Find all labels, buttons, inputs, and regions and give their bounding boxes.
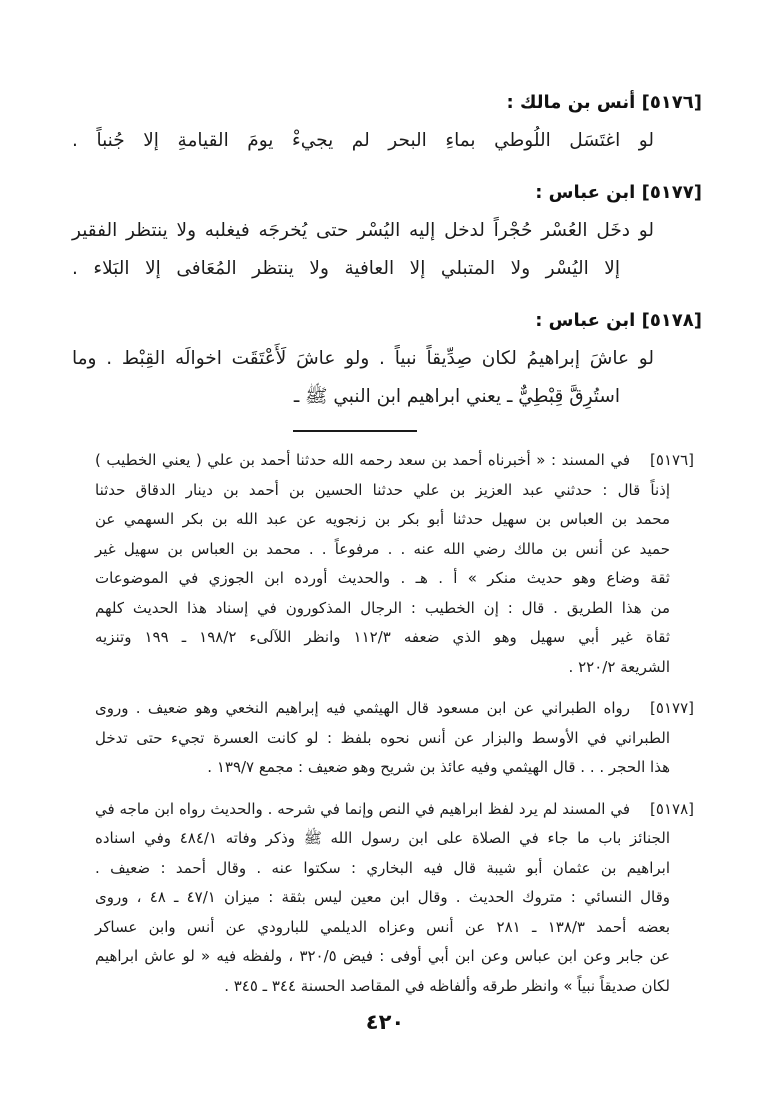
footnote-text-line: الجنائز باب ما جاء في الصلاة على ابن رسول الله ﷺ وذكر وفاته ٤٨٤/١ وفي اسناده	[95, 829, 670, 847]
hadith-entry	[72, 84, 702, 160]
footnote-number: [٥١٧٨]	[650, 799, 694, 818]
entry-narrator: ابن عباس :	[535, 182, 642, 203]
entry-heading	[72, 174, 702, 212]
page-number: ٤٢٠	[365, 1010, 405, 1034]
footnote-text-line: بعضه أحمد ١٣٨/٣ ـ ٢٨١ عن أنس وعزاه الديلمي للبارودي عن أنس وابن عساكر	[95, 917, 671, 936]
footnote-text-line: ثقاة غير أبي سهيل وهو الذي ضعفه ١١٢/٣ وانظر اللآلىء ١٩٨/٢ ـ ١٩٩ وتنزيه	[95, 628, 670, 646]
footnote-text-line: إذناً قال : حدثني عبد العزيز بن علي حدثنا الحسين بن أحمد بن دينار الدقاق حدثنا	[95, 480, 670, 499]
footnotes-section	[0, 446, 770, 1001]
footnote-text-line: محمد بن العباس بن سهيل حدثنا أبو بكر بن زنجويه عن عبد الله بن بكر السهمي عن	[95, 510, 670, 528]
footnote	[95, 694, 694, 783]
footnote-text-line: رواه الطبراني عن ابن مسعود قال الهيثمي فيه إبراهيم النخعي وهو ضعيف . وروى	[95, 699, 630, 717]
footnote-text-line: عن جابر وعن ابن عباس وعن ابن أبي أوفى : فيض ٣٢٠/٥ ، ولفظه فيه « لو عاش ابراهيم	[95, 947, 670, 965]
entry-number: [٥١٧٧]	[641, 182, 702, 203]
footnote-text-line: الشريعة ٢٢٠/٢ .	[568, 657, 670, 676]
entry-number: [٥١٧٨]	[641, 310, 702, 331]
entry-heading	[72, 302, 702, 340]
hadith-entries	[0, 0, 770, 416]
entry-narrator: أنس بن مالك :	[506, 92, 642, 113]
hadith-entry	[72, 174, 702, 288]
footnote-separator	[293, 430, 417, 432]
entry-number: [٥١٧٦]	[641, 92, 702, 113]
footnote-text-line: حميد عن أنس بن مالك رضي الله عنه . . مرفوعاً . . محمد بن العباس بن سهيل غير	[95, 539, 670, 558]
entry-text-line: إلا اليُسْر ولا المتبلي إلا العافية ولا ينتظر المُعَافى إلا البَلاء .	[72, 258, 620, 279]
footnote-number: [٥١٧٦]	[650, 451, 694, 469]
footnote-text-line: الطبراني في الأوسط والبزار عن أنس نحوه بلفظ : لو كانت العسرة تجيء حتى تدخل	[95, 728, 670, 747]
footnote-text-line: ابراهيم بن عثمان أبو شيبة قال فيه البخاري : سكتوا عنه . وقال أحمد : ضعيف .	[95, 858, 670, 877]
footnote-number: [٥١٧٧]	[650, 699, 694, 717]
hadith-entry	[72, 302, 702, 416]
entry-text-line: استُرِقَّ قِبْطِيٌّ ـ يعني ابراهيم ابن النبي ﷺ ـ	[293, 386, 620, 407]
footnote-text-line: في المسند لم يرد لفظ ابراهيم في النص وإنما في شرحه . والحديث رواه ابن ماجه في	[95, 799, 630, 818]
footnote-text-line: لكان صديقاً نبياً » وانظر طرقه وألفاظه في المقاصد الحسنة ٣٤٤ ـ ٣٤٥ .	[224, 976, 670, 995]
footnote-text-line: ثقة وضاع وهو حديث منكر » أ . هـ . والحديث أورده ابن الجوزي في الموضوعات	[95, 569, 670, 587]
entry-text-line: لو عاشَ إبراهيمُ لكان صِدِّيقاً نبياً . ولو عاشَ لَأَعْتَقَت اخوالَه القِبْط . وما	[72, 348, 654, 369]
entry-heading	[72, 84, 702, 122]
entry-text-line: لو اغتَسَل اللُوطي بماءِ البحر لم يجيءْ يومَ القيامةِ إلا جُنباً .	[72, 130, 654, 151]
footnote	[95, 795, 694, 1002]
footnote-text-line: وقال النسائي : متروك الحديث . وقال ابن معين ليس بثقة : ميزان ٤٧/١ ـ ٤٨ ، وروى	[95, 888, 670, 906]
footnote-text-line: من هذا الطريق . قال : إن الخطيب : الرجال المذكورون في إسناد هذا الحديث كلهم	[95, 598, 670, 617]
entry-narrator: ابن عباس :	[535, 310, 642, 331]
entry-text-line: لو دخَل العُسْر حُجْراً لدخل إليه اليُسْر حتى يُخرجَه فيغلبه ولا ينتظر الفقير	[72, 220, 654, 241]
footnote	[95, 446, 694, 682]
footnote-text-line: في المسند : « أخبرناه أحمد بن سعد رحمه الله حدثنا أحمد بن علي ( يعني الخطيب )	[95, 451, 630, 469]
footnote-text-line: هذا الحجر . . . قال الهيثمي وفيه عائذ بن شريح وهو ضعيف : مجمع ١٣٩/٧ .	[207, 758, 670, 776]
